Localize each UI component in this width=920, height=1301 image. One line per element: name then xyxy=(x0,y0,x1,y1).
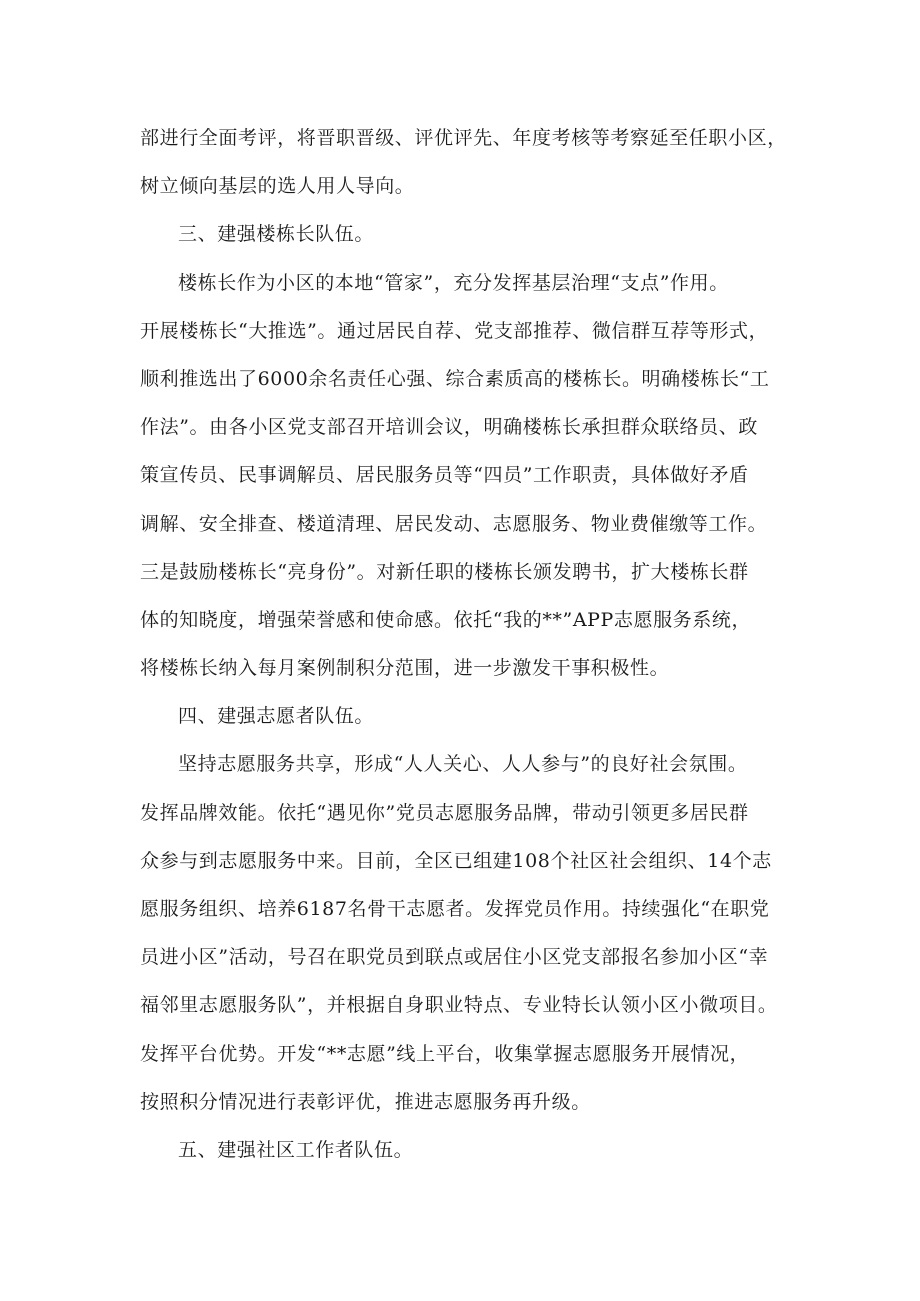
text-line: 调解、安全排查、楼道清理、居民发动、志愿服务、物业费催缴等工作。 xyxy=(140,512,768,535)
text-line: 愿服务组织、培养6187名骨干志愿者。发挥党员作用。持续强化“在职党 xyxy=(140,898,770,920)
text-line: 体的知晓度，增强荣誉感和使命感。依托“我的**”APP志愿服务系统， xyxy=(140,608,752,631)
text-line: 楼栋长作为小区的本地“管家”，充分发挥基层治理“支点”作用。 xyxy=(178,271,729,294)
text-line: 发挥平台优势。开发“**志愿”线上平台，收集掌握志愿服务开展情况， xyxy=(140,1042,750,1065)
text-line: 树立倾向基层的选人用人导向。 xyxy=(140,175,415,198)
section-heading: 三、建强楼栋长队伍。 xyxy=(178,223,375,246)
text-line: 按照积分情况进行表彰评优，推进志愿服务再升级。 xyxy=(140,1090,591,1113)
text-line: 策宣传员、民事调解员、居民服务员等“四员”工作职责，具体做好矛盾 xyxy=(140,464,749,487)
text-line: 作法”。由各小区党支部召开培训会议，明确楼栋长承担群众联络员、政 xyxy=(140,416,758,439)
text-line: 部进行全面考评，将晋职晋级、评优评先、年度考核等考察延至任职小区， xyxy=(140,127,787,149)
text-line: 将楼栋长纳入每月案例制积分范围，进一步激发干事积极性。 xyxy=(140,657,670,680)
text-line: 发挥品牌效能。依托“遇见你”党员志愿服务品牌，带动引领更多居民群 xyxy=(140,801,749,824)
text-line: 坚持志愿服务共享，形成“人人关心、人人参与”的良好社会氛围。 xyxy=(178,753,748,776)
document-body xyxy=(140,114,802,1174)
text-line: 众参与到志愿服务中来。目前，全区已组建108个社区社会组织、14个志 xyxy=(140,849,772,872)
section-heading: 四、建强志愿者队伍。 xyxy=(178,705,375,728)
text-line: 福邻里志愿服务队”，并根据自身职业特点、专业特长认领小区小微项目。 xyxy=(140,994,778,1017)
text-line: 顺利推选出了6000余名责任心强、综合素质高的楼栋长。明确楼栋长“工 xyxy=(140,367,770,390)
text-line: 员进小区”活动，号召在职党员到联点或居住小区党支部报名参加小区“幸 xyxy=(140,946,769,969)
text-line: 开展楼栋长“大推选”。通过居民自荐、党支部推荐、微信群互荐等形式， xyxy=(140,319,769,342)
text-line: 三是鼓励楼栋长“亮身份”。对新任职的楼栋长颁发聘书，扩大楼栋长群 xyxy=(140,560,749,583)
section-heading: 五、建强社区工作者队伍。 xyxy=(178,1138,414,1161)
